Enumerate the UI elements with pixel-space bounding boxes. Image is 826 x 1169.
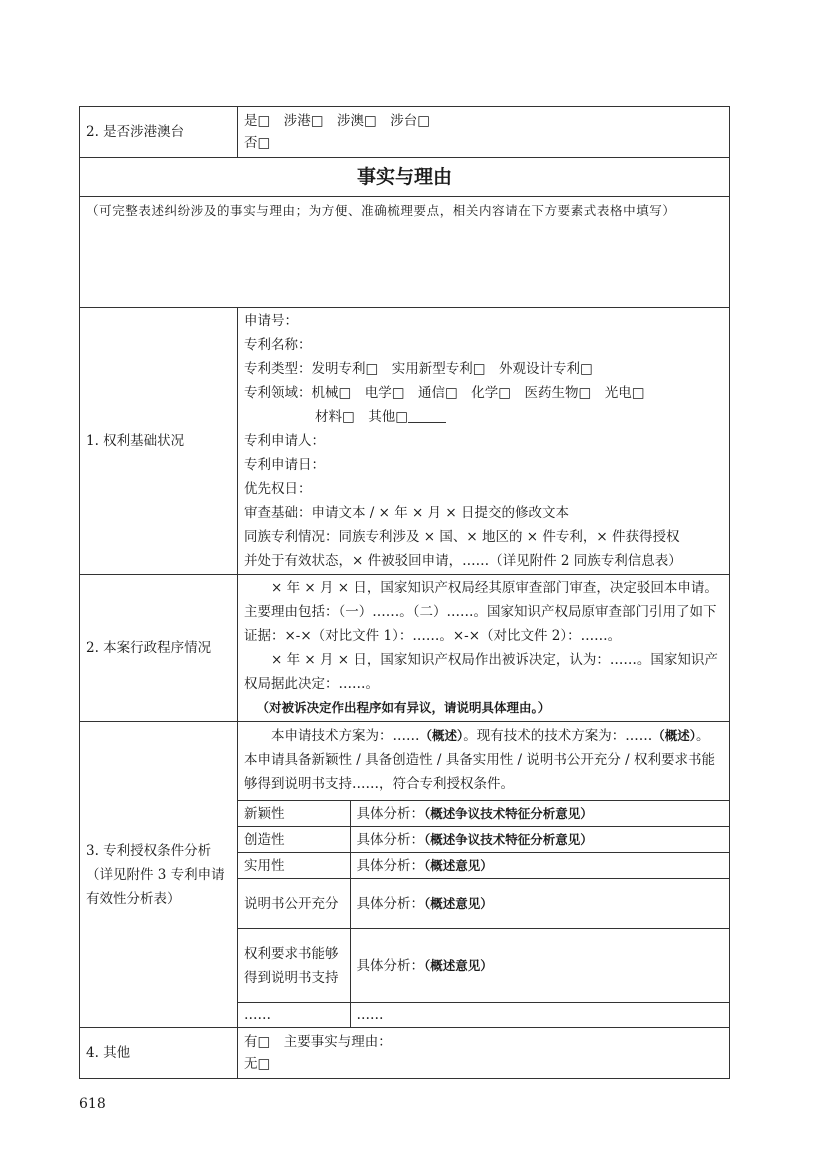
row-content	[238, 107, 730, 158]
row-content	[238, 575, 730, 722]
row-hk-macau-taiwan	[80, 107, 730, 158]
intro-summary: （概述）	[652, 728, 697, 743]
analysis-value: （概述意见）	[424, 895, 493, 911]
row-label: 3. 专利授权条件分析（详见附件 3 专利申请有效性分析表）	[80, 722, 238, 1028]
basic-line: 专利类型：发明专利□ 实用新型专利□ 外观设计专利□	[244, 361, 593, 377]
analysis-name: 实用性	[238, 853, 350, 879]
facts-form-table	[79, 106, 730, 1079]
grant-intro	[238, 722, 729, 800]
basic-line: 专利名称：	[244, 337, 312, 353]
intro-text: 。现有技术的技术方案为：……	[463, 728, 653, 744]
basic-line-cont	[244, 405, 723, 429]
procedure-para-1: × 年 × 月 × 日，国家知识产权局经其原审查部门审查，决定驳回本申请。主要理由包括：（一）……。（二）……。国家知识产权局原审查部门引用了如下证据：×-×（对比文件 1）：……。×-×（对比文件 2）：……。	[244, 580, 718, 644]
row-label: 4. 其他	[80, 1028, 238, 1079]
analysis-value: （概述意见）	[424, 957, 493, 973]
row-label: 2. 是否涉港澳台	[80, 107, 238, 158]
row-content	[238, 1028, 730, 1079]
analysis-detail	[350, 1003, 729, 1028]
analysis-row	[238, 1003, 729, 1028]
fill-blank-underline	[408, 408, 446, 423]
analysis-name: ……	[238, 1003, 350, 1028]
analysis-name: 说明书公开充分	[238, 879, 350, 929]
note-row	[80, 197, 730, 308]
hk-no-option: 否□	[244, 135, 271, 151]
field-cont-text: 材料□ 其他□	[315, 409, 409, 425]
other-no-option: 无□	[244, 1056, 271, 1072]
analysis-detail	[350, 879, 729, 929]
row-content	[238, 308, 730, 575]
analysis-prefix: ……	[356, 1007, 384, 1023]
analysis-row	[238, 853, 729, 879]
section-title-row	[80, 158, 730, 197]
analysis-prefix: 具体分析：	[356, 857, 424, 874]
row-procedure	[80, 575, 730, 722]
analysis-row	[238, 801, 729, 827]
basic-line: 同族专利情况：同族专利涉及 × 国、× 地区的 × 件专利，× 件获得授权	[244, 529, 680, 545]
other-yes-option: 有□ 主要事实与理由：	[244, 1034, 392, 1050]
basic-line: 并处于有效状态，× 件被驳回申请，……（详见附件 2 同族专利信息表）	[244, 553, 682, 569]
row-basic-status	[80, 308, 730, 575]
basic-line: 审查基础：申请文本 / × 年 × 月 × 日提交的修改文本	[244, 505, 570, 521]
analysis-prefix: 具体分析：	[356, 805, 424, 822]
basic-line: 专利申请日：	[244, 457, 325, 473]
analysis-row	[238, 929, 729, 1003]
intro-text: 本申请技术方案为：……	[271, 728, 420, 744]
analysis-prefix: 具体分析：	[356, 831, 424, 848]
analysis-detail	[350, 853, 729, 879]
row-other	[80, 1028, 730, 1079]
analysis-row	[238, 879, 729, 929]
analysis-prefix: 具体分析：	[356, 957, 424, 974]
note-text: （可完整表述纠纷涉及的事实与理由；为方便、准确梳理要点，相关内容请在下方要素式表格中填写）	[80, 197, 730, 308]
page-number: 618	[79, 1096, 106, 1112]
basic-line: 优先权日：	[244, 481, 312, 497]
analysis-value: （概述争议技术特征分析意见）	[424, 831, 593, 847]
analysis-value: （概述争议技术特征分析意见）	[424, 805, 593, 821]
row-content	[238, 722, 730, 1028]
basic-line: 专利领域：机械□ 电学□ 通信□ 化学□ 医药生物□ 光电□	[244, 385, 645, 401]
procedure-objection-note: （对被诉决定作出程序如有异议，请说明具体理由。）	[256, 700, 551, 715]
form-page	[79, 106, 729, 1079]
procedure-para-2: × 年 × 月 × 日，国家知识产权局作出被诉决定，认为：……。国家知识产权局据此决定：……。	[244, 652, 718, 692]
hk-options: 是□ 涉港□ 涉澳□ 涉台□	[244, 113, 431, 129]
analysis-value: （概述意见）	[424, 857, 493, 873]
row-grant-conditions	[80, 722, 730, 1028]
row-label: 1. 权利基础状况	[80, 308, 238, 575]
intro-summary: （概述）	[419, 728, 464, 743]
analysis-name: 权利要求书能够得到说明书支持	[238, 929, 350, 1003]
analysis-detail	[350, 827, 729, 853]
analysis-detail	[350, 929, 729, 1003]
basic-line: 专利申请人：	[244, 433, 325, 449]
intro-text: 。本申请具备新颖性 / 具备创造性 / 具备实用性 / 说明书公开充分 / 权利要求书能够得到说明书支持……，符合专利授权条件。	[244, 728, 716, 792]
basic-line: 申请号：	[244, 313, 298, 329]
analysis-name: 新颖性	[238, 801, 350, 827]
analysis-detail	[350, 801, 729, 827]
section-title: 事实与理由	[80, 158, 730, 197]
grant-analysis-table	[238, 800, 729, 1027]
analysis-row	[238, 827, 729, 853]
row-label: 2. 本案行政程序情况	[80, 575, 238, 722]
analysis-prefix: 具体分析：	[356, 895, 424, 912]
analysis-name: 创造性	[238, 827, 350, 853]
